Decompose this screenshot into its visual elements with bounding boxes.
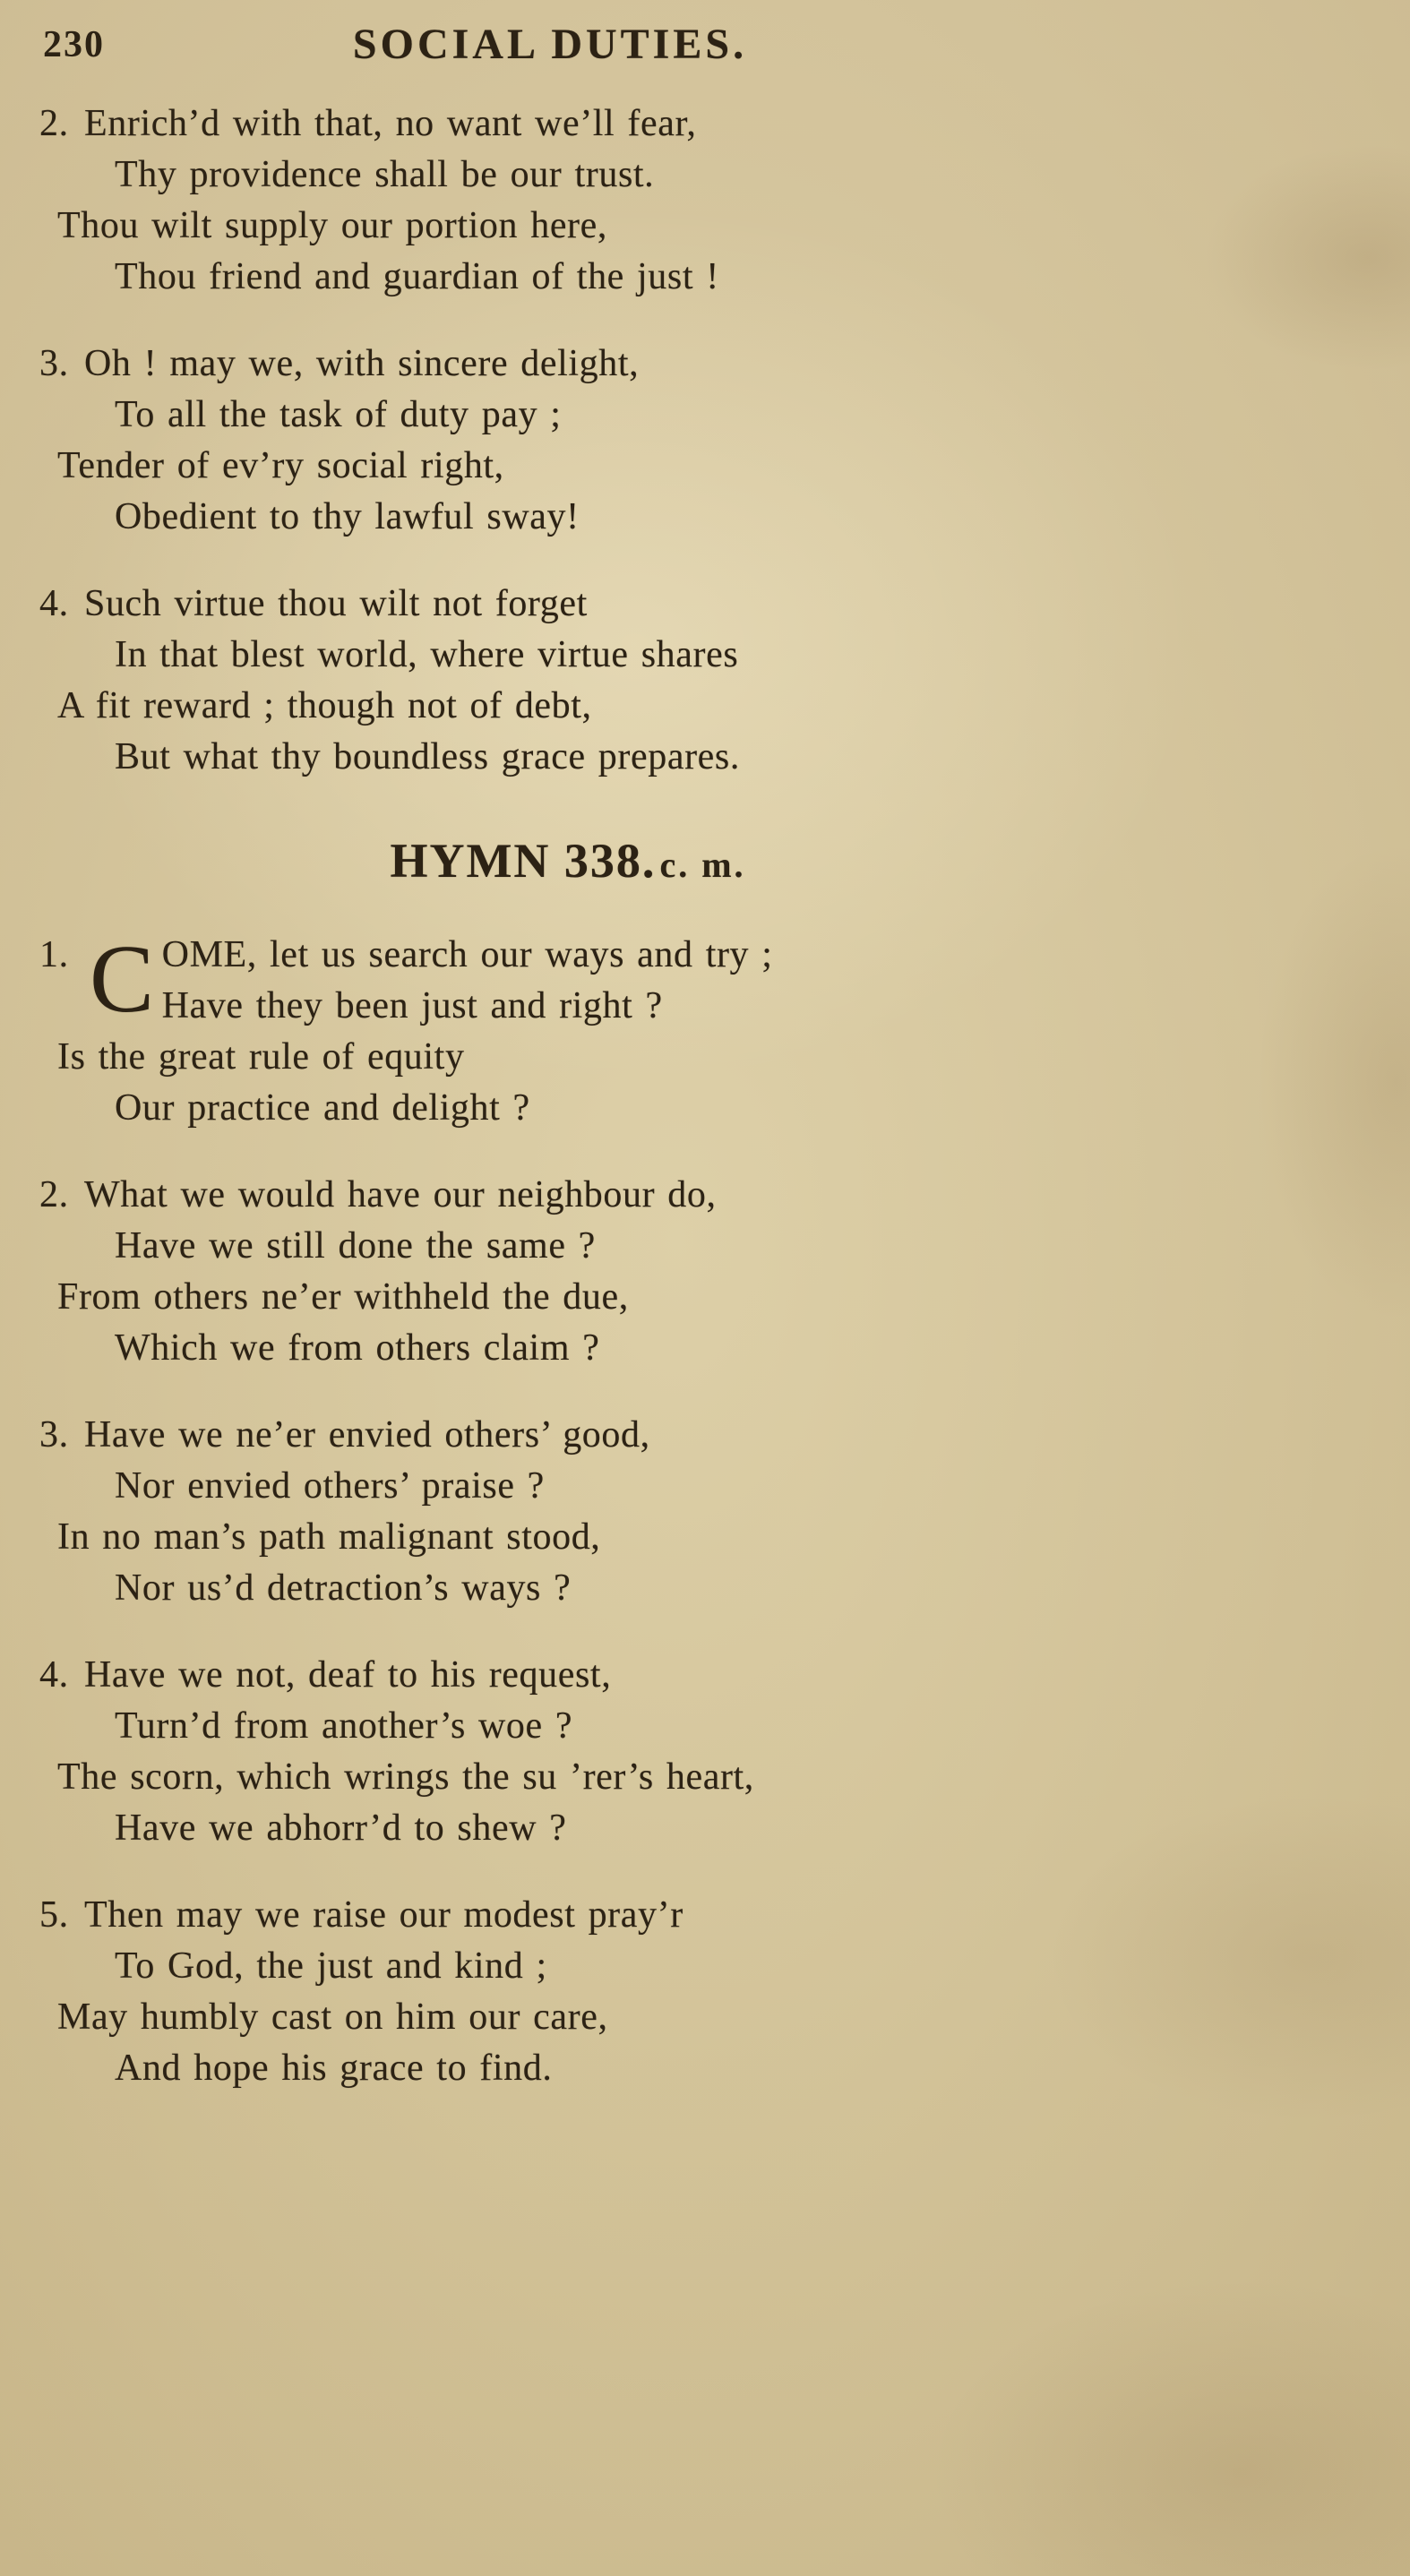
verse-line: Nor us’d detraction’s ways ? <box>115 1567 572 1609</box>
hymn-verse <box>39 1170 1177 1374</box>
verse-number: 2. <box>39 103 69 144</box>
verse-line: OME, let us search our ways and try ; <box>161 934 773 975</box>
hymn-verse <box>39 1890 1177 2094</box>
verse-line: Nor envied others’ praise ? <box>115 1465 545 1507</box>
page-header <box>39 18 1177 86</box>
hymn-verse <box>39 99 1177 303</box>
verse-line: May humbly cast on him our care, <box>57 1996 608 2038</box>
verse-line: Tender of ev’ry social right, <box>57 445 504 486</box>
running-header-title: SOCIAL DUTIES. <box>352 21 748 68</box>
verse-line-text: Oh ! may we, with sincere delight, <box>84 343 640 384</box>
verse-line-text: Then may we raise our modest pray’r <box>84 1894 684 1936</box>
verse-line-text: Such virtue thou wilt not forget <box>84 583 588 624</box>
verse-line-text: Have we not, deaf to his request, <box>84 1654 612 1696</box>
verse-line: A fit reward ; though not of debt, <box>57 685 592 726</box>
verse-line: In no man’s path malignant stood, <box>57 1516 601 1558</box>
hymn-verse <box>39 579 1177 783</box>
verse-line: Thou friend and guardian of the just ! <box>115 256 719 297</box>
page-number: 230 <box>43 24 105 65</box>
dropcap-lines <box>162 930 773 1032</box>
verse-line: Is the great rule of equity <box>57 1036 465 1078</box>
verse-line: The scorn, which wrings the su ’rer’s heart, <box>57 1756 754 1798</box>
hymn-title: HYMN 338. <box>390 834 657 888</box>
verse-line: Thy providence shall be our trust. <box>115 154 655 195</box>
hymn-verse <box>39 339 1177 543</box>
verse-line: Have we still done the same ? <box>115 1225 596 1267</box>
verse-number: 5. <box>39 1894 69 1936</box>
verse-line: To God, the just and kind ; <box>115 1945 547 1987</box>
verse-line: Obedient to thy lawful sway! <box>115 496 580 537</box>
verse-line: To all the task of duty pay ; <box>115 394 562 435</box>
page-content <box>39 18 1177 2094</box>
dropcap-letter: C <box>90 926 155 1033</box>
hymn-verse <box>39 1650 1177 1854</box>
verse-line <box>39 1170 1177 1221</box>
verse-line <box>39 339 1177 390</box>
verse-line: Have we abhorr’d to shew ? <box>115 1807 567 1849</box>
verse-number: 3. <box>39 1414 69 1455</box>
verse-line <box>39 1890 1177 1941</box>
verse-line-text: Have we ne’er envied others’ good, <box>84 1414 650 1455</box>
hymn-verse <box>39 1410 1177 1614</box>
verse-line: Turn’d from another’s woe ? <box>115 1705 573 1747</box>
verse-number: 1. <box>39 934 69 975</box>
verse-line <box>39 579 1177 630</box>
verse-line: Thou wilt supply our portion here, <box>57 205 607 246</box>
verse-line: But what thy boundless grace prepares. <box>115 736 740 777</box>
verse-line <box>39 1650 1177 1701</box>
verse-line-text: What we would have our neighbour do, <box>84 1174 717 1215</box>
verse-line: And hope his grace to find. <box>115 2048 553 2089</box>
hymn-heading <box>39 833 1096 889</box>
hymn-verse-dropcap <box>39 926 1177 1134</box>
verse-line <box>39 1410 1177 1461</box>
hymn-meter: c. m. <box>659 845 746 885</box>
verse-line: Have they been just and right ? <box>161 985 663 1026</box>
dropcap-row <box>39 926 1177 1033</box>
verse-line <box>39 99 1177 150</box>
verse-number: 4. <box>39 583 69 624</box>
verse-number: 3. <box>39 343 69 384</box>
verse-line-text: Enrich’d with that, no want we’ll fear, <box>84 103 697 144</box>
verse-number: 4. <box>39 1654 69 1696</box>
verse-line: Which we from others claim ? <box>115 1327 600 1369</box>
verse-number: 2. <box>39 1174 69 1215</box>
verse-line: In that blest world, where virtue shares <box>115 634 739 675</box>
verse-line: From others ne’er withheld the due, <box>57 1276 629 1318</box>
verse-line: Our practice and delight ? <box>115 1087 530 1129</box>
